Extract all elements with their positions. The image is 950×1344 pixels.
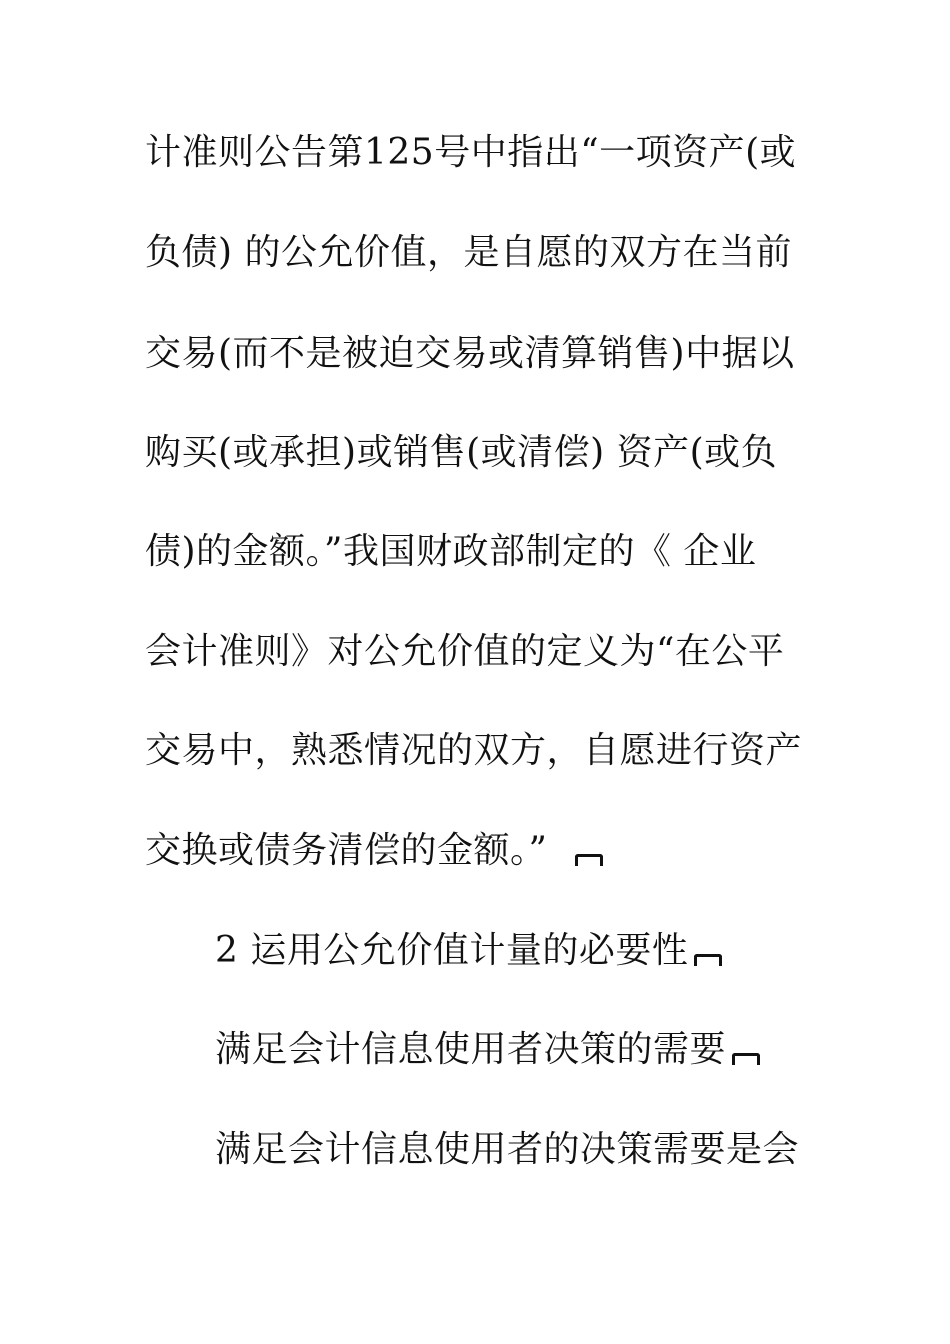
subheading-text: 满足会计信息使用者决策的需要 [215, 1029, 727, 1070]
body-text-line-end [145, 829, 603, 873]
body-text-line: 购买(或承担)或销售(或清偿) 资产(或负 [145, 432, 778, 473]
paragraph-mark-icon [694, 954, 722, 966]
body-text-line: 会计准则》对公允价值的定义为“在公平 [145, 631, 785, 672]
paragraph-mark-icon [575, 854, 603, 866]
paragraph-start: 满足会计信息使用者的决策需要是会 [215, 1129, 800, 1170]
body-text-line: 计准则公告第125号中指出“一项资产(或 [145, 132, 797, 173]
section-heading [215, 929, 722, 973]
body-text-line: 债)的金额。”我国财政部制定的《 企业 [145, 531, 757, 572]
section-heading-text: 2 运用公允价值计量的必要性 [215, 930, 689, 971]
paragraph-mark-icon [732, 1053, 760, 1065]
body-text: 交换或债务清偿的金额。” [145, 830, 548, 871]
subheading [215, 1028, 760, 1072]
body-text-line: 负债) 的公允价值，是自愿的双方在当前 [145, 232, 792, 273]
body-text-line: 交易中，熟悉情况的双方，自愿进行资产 [145, 730, 803, 771]
body-text-line: 交易(而不是被迫交易或清算销售)中据以 [145, 333, 795, 374]
